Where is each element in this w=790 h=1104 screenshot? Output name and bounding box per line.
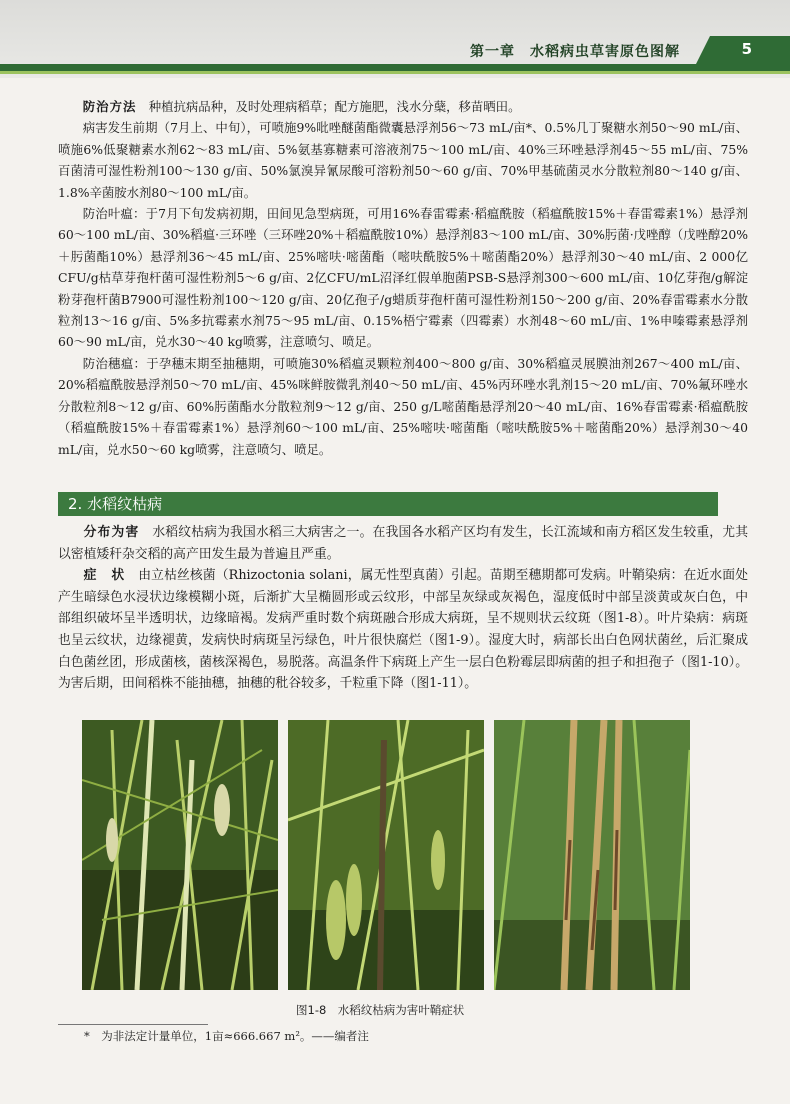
distribution-paragraph (58, 522, 748, 565)
figure-caption: 图1-8 水稻纹枯病为害叶鞘症状 (296, 1003, 465, 1017)
prevention-text (58, 96, 748, 460)
section-heading: 2. 水稻纹枯病 (68, 495, 163, 513)
prevention-paragraph (58, 96, 748, 117)
symptom-paragraph (58, 565, 748, 695)
footnote-rule (58, 1024, 208, 1025)
panicle-blast-paragraph: 防治穗瘟：于孕穗末期至抽穗期，可喷施30%稻瘟灵颗粒剂400～800 g/亩、30%稻瘟灵展膜油剂267～400 mL/亩、20%稻瘟酰胺悬浮剂50～70 mL/亩、45%咪鲜胺微乳剂40～50 mL/亩、45%丙环唑水乳剂15～20 mL/亩、70%氟环唑水分散粒剂8～12 g/亩、60%肟菌酯水分散粒剂9～12 g/亩、250 g/L嘧菌酯悬浮剂20～40 mL/亩、16%春雷霉素·稻瘟酰胺（稻瘟酰胺15%＋春雷霉素1%）悬浮剂60～100 mL/亩、25%嘧呋·嘧菌酯（嘧呋酰胺5%＋嘧菌酯20%）悬浮剂30～40 mL/亩，兑水50～60 kg喷雾，注意喷匀、喷足。 (58, 355, 748, 457)
symptom-lead: 症 状 (83, 568, 126, 584)
early-stage-paragraph: 病害发生前期（7月上、中旬），可喷施9%吡唑醚菌酯微囊悬浮剂56～73 mL/亩*、0.5%几丁聚糖水剂50～90 mL/亩、喷施6%低聚糖素水剂62～83 mL/亩、5%氨基寡糖素可溶液剂75～100 mL/亩、40%三环唑悬浮剂45～55 mL/亩、75%百菌清可湿性粉剂100～130 g/亩、50%氯溴异氰尿酸可溶粉剂50～60 g/亩、70%甲基硫菌灵水分散粒剂80～140 g/亩、1.8%辛菌胺水剂80～100 mL/亩。 (58, 120, 748, 200)
distribution-lead: 分布为害 (83, 525, 140, 540)
header-rule-dark (0, 64, 790, 71)
distribution-text: 水稻纹枯病为我国水稻三大病害之一。在我国各水稻产区均有发生，长江流域和南方稻区发生较重，尤其以密植矮秆杂交稻的高产田发生最为普遍且严重。 (58, 525, 749, 562)
prevention-text-1: 种植抗病品种，及时处理病稻草；配方施肥，浅水分蘖，移苗晒田。 (148, 99, 521, 114)
photo-rice-sheath-3 (494, 720, 690, 990)
disease-text (58, 522, 748, 695)
header-rule-light (0, 71, 790, 74)
photo-rice-sheath-2 (288, 720, 484, 990)
prevention-lead: 防治方法 (82, 99, 137, 114)
leaf-blast-paragraph: 防治叶瘟：于7月下旬发病初期，田间见急型病斑，可用16%春雷霉素·稻瘟酰胺（稻瘟酰胺15%＋春雷霉素1%）悬浮剂60～100 mL/亩、30%稻瘟·三环唑（三环唑20%＋稻瘟酰胺10%）悬浮剂83～100 mL/亩、30%肟菌·戊唑醇（戊唑醇20%＋肟菌酯10%）悬浮剂36～45 mL/亩、25%嘧呋·嘧菌酯（嘧呋酰胺5%＋嘧菌酯20%）悬浮剂30～40 mL/亩、2 000亿CFU/g枯草芽孢杆菌可湿性粉剂5～6 g/亩、2亿CFU/mL沼泽红假单胞菌PSB-S悬浮剂300～600 mL/亩、10亿芽孢/g解淀粉芽孢杆菌B7900可湿性粉剂100～120 g/亩、20亿孢子/g蜡质芽孢杆菌可湿性粉剂150～200 g/亩、20%春雷霉素水分散粒剂13～16 g/亩、5%多抗霉素水剂75～95 mL/亩、0.15%梧宁霉素（四霉素）水剂48～60 mL/亩、1%申嗪霉素悬浮剂60～90 mL/亩，兑水30～40 kg喷雾，注意喷匀、喷足。 (58, 206, 748, 350)
page-number: 5 (741, 40, 752, 58)
symptom-text: 由立枯丝核菌（Rhizoctonia solani，属无性型真菌）引起。苗期至穗期都可发病。叶鞘染病：在近水面处产生暗绿色水浸状边缘模糊小斑，后渐扩大呈椭圆形或云纹形，中部呈灰绿或灰褐色，湿度低时中部呈淡黄或灰白色，中部组织破坏呈半透明状，边缘暗褐。发病严重时数个病斑融合形成大病斑，呈不规则状云纹斑（图1-8）。叶片染病：病斑也呈云纹状，边缘褪黄，发病快时病斑呈污绿色，叶片很快腐烂（图1-9）。湿度大时，病部长出白色网状菌丝，后汇聚成白色菌丝团，形成菌核，菌核深褐色，易脱落。高温条件下病斑上产生一层白色粉霉层即病菌的担子和担孢子（图1-10）。为害后期，田间稻株不能抽穗，抽穗的秕谷较多，千粒重下降（图1-11）。 (58, 568, 748, 692)
photo-rice-sheath-1 (82, 720, 278, 990)
footnote: * 为非法定计量单位，1亩≈666.667 m²。——编者注 (84, 1029, 369, 1043)
chapter-title: 第一章 水稻病虫草害原色图解 (470, 44, 680, 60)
